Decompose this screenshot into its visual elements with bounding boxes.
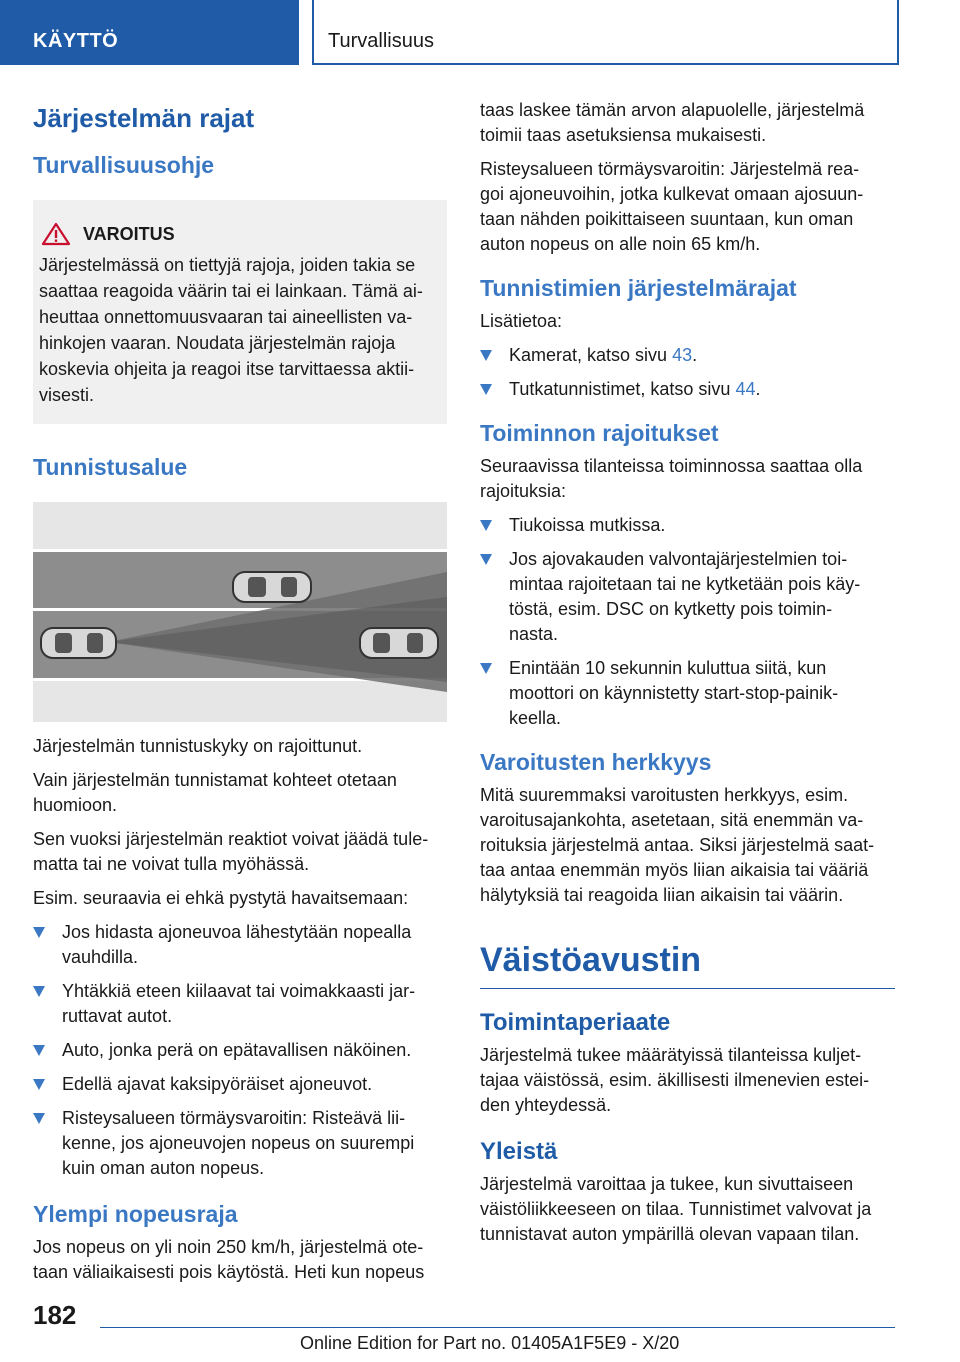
paragraph: Järjestelmän tunnistuskyky on rajoittunut. <box>33 736 363 756</box>
list-item: Jos hidasta ajoneuvoa lähestytään nopealla vauhdilla. <box>33 920 447 970</box>
sensor-links-list <box>480 343 895 402</box>
paragraph-line: toimii taas asetuksiensa mukaisesti. <box>480 125 767 145</box>
list-item: Edellä ajavat kaksipyöräiset ajoneuvot. <box>33 1072 447 1097</box>
undetected-list <box>33 920 447 1181</box>
list-item: Enintään 10 sekunnin kuluttua siitä, kun moottori on käynnistetty start-stop-painik- keella. <box>480 656 895 731</box>
paragraph-line: Järjestelmä tukee määrätyissä tilanteissa kuljet- <box>480 1045 862 1065</box>
warning-line: saattaa reagoida väärin tai ei lainkaan. Tämä ai- <box>39 281 423 301</box>
triangle-bullet-icon <box>33 1045 45 1056</box>
paragraph: Esim. seuraavia ei ehkä pystytä havaitsemaan: <box>33 888 409 908</box>
warning-line: hinkojen vaaran. Noudata järjestelmän rajoja <box>39 333 396 353</box>
triangle-bullet-icon <box>480 384 492 395</box>
list-item: Tutkatunnistimet, katso sivu 44. <box>480 377 895 402</box>
paragraph-line: huomioon. <box>33 795 118 815</box>
chapter-title: Turvallisuus <box>328 30 434 52</box>
section-tab <box>0 0 299 65</box>
own-car-icon <box>41 628 116 658</box>
warning-line: heuttaa onnettomuusvaaran tai aineellisten va- <box>39 307 413 327</box>
sensor-heading: Tunnistimien järjestelmärajat <box>480 275 797 301</box>
main-heading: Väistöavustin <box>480 941 702 979</box>
page-link-44[interactable]: 44 <box>735 379 756 399</box>
list-item: Tiukoissa mutkissa. <box>480 513 895 538</box>
paragraph-line: Vain järjestelmän tunnistamat kohteet otetaan <box>33 770 397 790</box>
list-item: Yhtäkkiä eteen kiilaavat tai voimakkaasti jar- ruttavat autot. <box>33 979 447 1029</box>
paragraph-line: varoitusajankohta, asetetaan, sitä enemmän va- <box>480 810 864 830</box>
function-limits-list <box>480 513 895 731</box>
section-title: KÄYTTÖ <box>33 30 119 52</box>
paragraph-line: den yhteydessä. <box>480 1095 612 1115</box>
warning-title: VAROITUS <box>83 223 175 244</box>
list-item: Auto, jonka perä on epätavallisen näköinen. <box>33 1038 447 1063</box>
paragraph-line: Mitä suuremmaksi varoitusten herkkyys, esim. <box>480 785 849 805</box>
triangle-bullet-icon <box>33 1113 45 1124</box>
warning-title-row <box>39 222 439 246</box>
detection-heading: Tunnistusalue <box>33 454 188 480</box>
right-column <box>480 98 895 1247</box>
chapter-tab <box>312 0 899 65</box>
warning-line: Järjestelmässä on tiettyjä rajoja, joiden takia se <box>39 255 416 275</box>
function-limits-heading: Toiminnon rajoitukset <box>480 420 719 446</box>
list-item: Risteysalueen törmäysvaroitin: Risteävä lii- kenne, jos ajoneuvojen nopeus on suurempi kuin oman auton nopeus. <box>33 1106 447 1181</box>
section-heading: Järjestelmän rajat <box>33 103 255 133</box>
paragraph-line: rajoituksia: <box>480 481 567 501</box>
paragraph-line: Järjestelmä varoittaa ja tukee, kun sivuttaiseen <box>480 1174 854 1194</box>
footer-edition: Online Edition for Part no. 01405A1F5E9 - X/20 <box>300 1333 680 1353</box>
triangle-bullet-icon <box>33 986 45 997</box>
principle-heading: Toimintaperiaate <box>480 1009 671 1036</box>
triangle-bullet-icon <box>480 663 492 674</box>
list-item: Kamerat, katso sivu 43. <box>480 343 895 368</box>
safety-heading: Turvallisuusohje <box>33 152 215 178</box>
paragraph-line: goi ajoneuvoihin, jotka kulkevat omaan ajosuun- <box>480 184 864 204</box>
list-item: Jos ajovakauden valvontajärjestelmien toi- mintaa rajoitetaan tai ne kytketään pois käy- töstä, esim. DSC on kytketty pois toimin- nasta. <box>480 547 895 647</box>
paragraph-line: Sen vuoksi järjestelmän reaktiot voivat jäädä tule- <box>33 829 429 849</box>
warning-line: koskevia ohjeita ja reagoi itse tarvittaessa aktii- <box>39 359 415 379</box>
paragraph-line: Risteysalueen törmäysvaroitin: Järjestelmä rea- <box>480 159 860 179</box>
warning-triangle-icon <box>41 222 71 246</box>
paragraph-line: taan nähden poikittaiseen suuntaan, kun oman <box>480 209 854 229</box>
paragraph-line: taa antaa enemmän myös liian aikaisia tai vääriä <box>480 860 869 880</box>
triangle-bullet-icon <box>33 1079 45 1090</box>
heading-rule <box>480 988 895 989</box>
speed-heading: Ylempi nopeusraja <box>33 1201 238 1227</box>
paragraph-line: roituksia järjestelmä antaa. Siksi järjestelmä saat- <box>480 835 875 855</box>
paragraph-line: hälytyksiä tai reagoida liian aikaisin tai väärin. <box>480 885 844 905</box>
sensitivity-heading: Varoitusten herkkyys <box>480 749 712 775</box>
detection-area-illustration <box>33 502 447 722</box>
triangle-bullet-icon <box>480 520 492 531</box>
triangle-bullet-icon <box>480 350 492 361</box>
paragraph-line: taan väliaikaisesti pois käytöstä. Heti kun nopeus <box>33 1262 425 1282</box>
paragraph-line: Jos nopeus on yli noin 250 km/h, järjestelmä ote- <box>33 1237 424 1257</box>
page-number: 182 <box>33 1300 77 1330</box>
paragraph-line: väistöliikkeeseen on tilaa. Tunnistimet valvovat ja <box>480 1199 872 1219</box>
page-link-43[interactable]: 43 <box>672 345 693 365</box>
warning-line: visesti. <box>39 385 95 405</box>
paragraph-line: tunnistavat auton ympärillä olevan vapaan tilan. <box>480 1224 860 1244</box>
paragraph-line: tajaa väistössä, esim. äkillisesti ilmenevien estei- <box>480 1070 870 1090</box>
road-diagram <box>33 502 447 722</box>
paragraph-line: Seuraavissa tilanteissa toiminnossa saattaa olla <box>480 456 863 476</box>
footer-rule <box>100 1327 895 1328</box>
general-heading: Yleistä <box>480 1138 558 1165</box>
car-ahead-icon <box>233 572 311 602</box>
warning-box <box>33 200 447 424</box>
triangle-bullet-icon <box>33 927 45 938</box>
paragraph-line: auton nopeus on alle noin 65 km/h. <box>480 234 761 254</box>
car-front-icon <box>360 628 438 658</box>
left-column <box>33 96 447 1285</box>
more-info-label: Lisätietoa: <box>480 311 563 331</box>
paragraph-line: taas laskee tämän arvon alapuolelle, järjestelmä <box>480 100 865 120</box>
paragraph-line: matta tai ne voivat tulla myöhässä. <box>33 854 310 874</box>
triangle-bullet-icon <box>480 554 492 565</box>
